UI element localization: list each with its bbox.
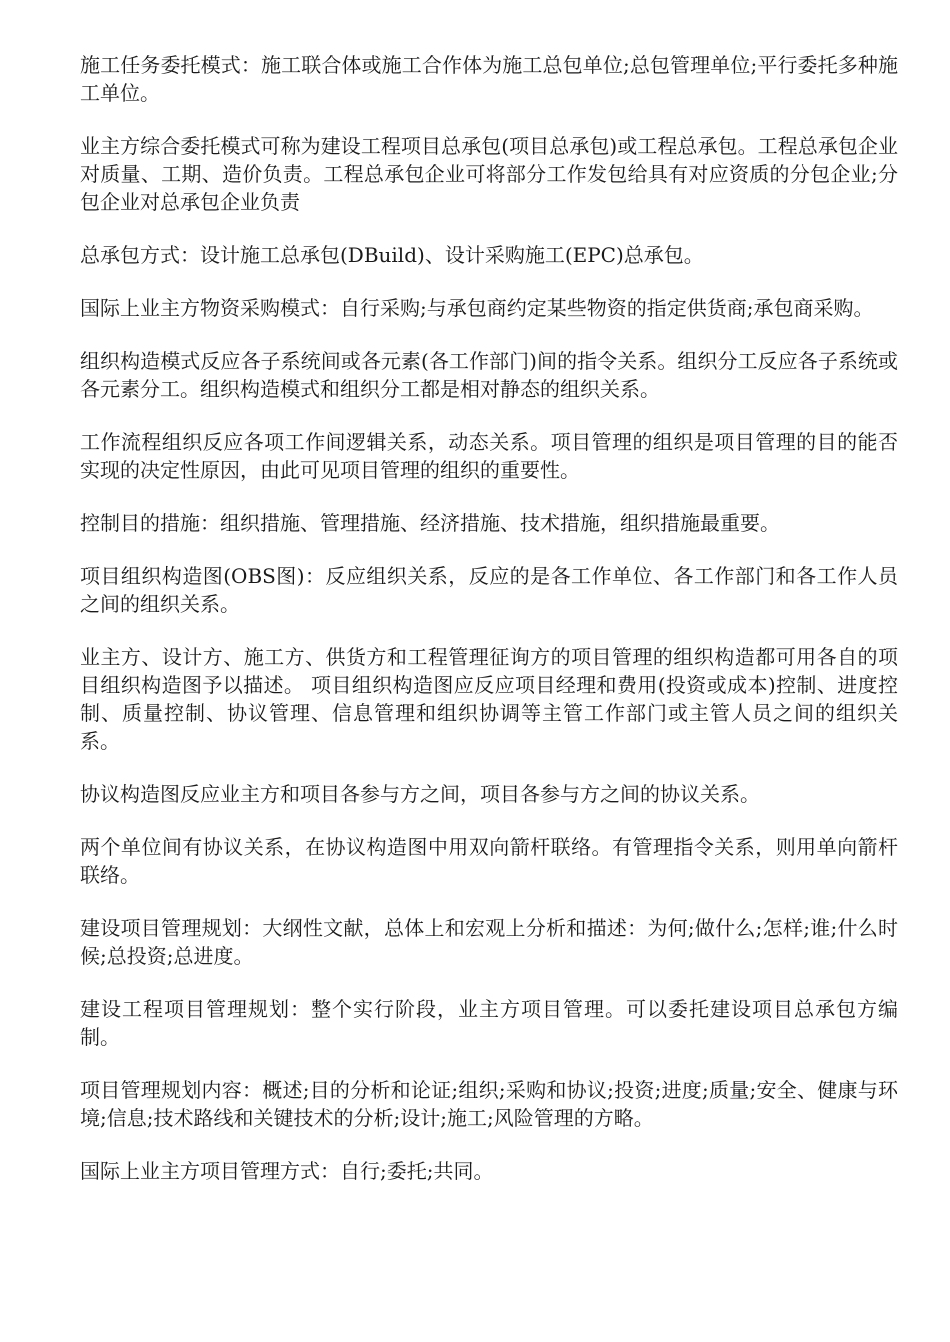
paragraph-contract-structure-chart: 协议构造图反应业主方和项目各参与方之间，项目各参与方之间的协议关系。 — [80, 782, 760, 806]
paragraph-workflow-organization: 工作流程组织反应各项工作间逻辑关系，动态关系。项目管理的组织是项目管理的目的能否实现的决定性原因，由此可见项目管理的组织的重要性。 — [80, 430, 898, 482]
paragraph-control-measures: 控制目的措施：组织措施、管理措施、经济措施、技术措施，组织措施最重要。 — [80, 511, 780, 535]
paragraph-project-organization-chart: 业主方、设计方、施工方、供货方和工程管理征询方的项目管理的组织构造都可用各自的项目组织构造图予以描述。 项目组织构造图应反应项目经理和费用(投资或成本)控制、进度控制、质量控制、协议管理、信息管理和组织协调等主管工作部门或主管人员之间的组织关系。 — [80, 645, 898, 753]
paragraph-obs-chart: 项目组织构造图(OBS图)：反应组织关系，反应的是各工作单位、各工作部门和各工作人员之间的组织关系。 — [80, 564, 898, 616]
paragraph-arrow-links: 两个单位间有协议关系，在协议构造图中用双向箭杆联络。有管理指令关系，则用单向箭杆联络。 — [80, 835, 898, 887]
document-page — [80, 51, 898, 1210]
paragraph-planning-contents: 项目管理规划内容：概述;目的分析和论证;组织;采购和协议;投资;进度;质量;安全、健康与环境;信息;技术路线和关键技术的分析;设计;施工;风险管理的方略。 — [80, 1078, 898, 1130]
paragraph-material-procurement: 国际上业主方物资采购模式：自行采购;与承包商约定某些物资的指定供货商;承包商采购。 — [80, 296, 874, 320]
paragraph-construction-entrustment: 施工任务委托模式：施工联合体或施工合作体为施工总包单位;总包管理单位;平行委托多种施工单位。 — [80, 53, 898, 105]
paragraph-project-management-planning: 建设项目管理规划：大纲性文献，总体上和宏观上分析和描述：为何;做什么;怎样;谁;什么时候;总投资;总进度。 — [80, 916, 898, 968]
paragraph-international-management-modes: 国际上业主方项目管理方式：自行;委托;共同。 — [80, 1159, 494, 1183]
paragraph-general-contracting-methods: 总承包方式：设计施工总承包(DBuild)、设计采购施工(EPC)总承包。 — [80, 243, 704, 267]
paragraph-owner-comprehensive-entrustment: 业主方综合委托模式可称为建设工程项目总承包(项目总承包)或工程总承包。工程总承包企业对质量、工期、造价负责。工程总承包企业可将部分工作发包给具有对应资质的分包企业;分包企业对总承包企业负责 — [80, 134, 898, 214]
paragraph-engineering-management-planning: 建设工程项目管理规划：整个实行阶段，业主方项目管理。可以委托建设项目总承包方编制。 — [80, 997, 898, 1049]
paragraph-organization-structure: 组织构造模式反应各子系统间或各元素(各工作部门)间的指令关系。组织分工反应各子系统或各元素分工。组织构造模式和组织分工都是相对静态的组织关系。 — [80, 349, 898, 401]
